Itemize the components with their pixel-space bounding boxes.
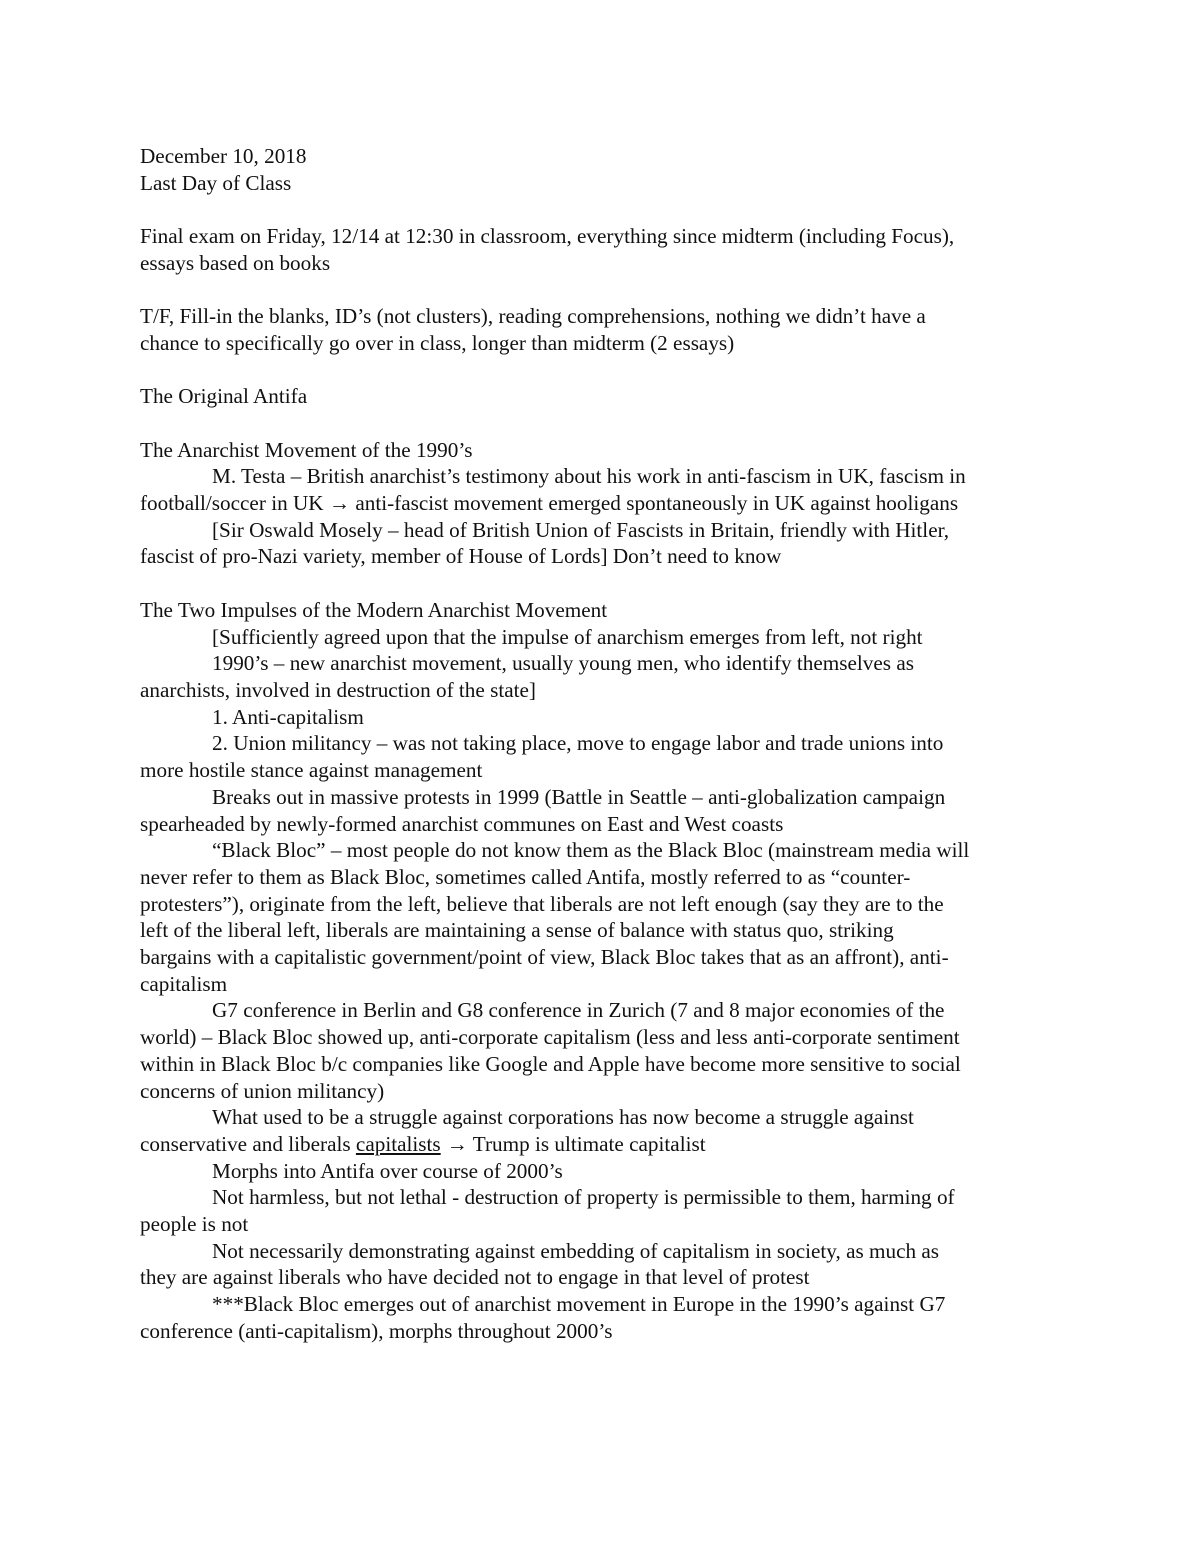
note-line-1: [Sufficiently agreed upon that the impulse of anarchism emerges from left, not right <box>212 624 923 649</box>
arrow-icon: → <box>446 1131 468 1156</box>
struggle-line-2 <box>140 1131 1060 1158</box>
demo-line-1: Not necessarily demonstrating against embedding of capitalism in society, as much as <box>212 1238 940 1263</box>
spacer <box>140 277 1060 304</box>
morphs-line: Morphs into Antifa over course of 2000’s <box>212 1158 563 1183</box>
bloc-line-1: “Black Bloc” – most people do not know them as the Black Bloc (mainstream media will <box>212 838 970 863</box>
note-line-2: 1990’s – new anarchist movement, usually young men, who identify themselves as <box>212 651 915 676</box>
title-line: Last Day of Class <box>140 170 292 195</box>
format-line-1: T/F, Fill-in the blanks, ID’s (not clusters), reading comprehensions, nothing we didn’t have a <box>140 304 926 329</box>
harm-line-2: people is not <box>140 1212 249 1237</box>
section-heading-1990s: The Anarchist Movement of the 1990’s <box>140 437 473 462</box>
spacer <box>140 570 1060 597</box>
date-line: December 10, 2018 <box>140 144 307 168</box>
spacer <box>140 196 1060 223</box>
struggle-line-1: What used to be a struggle against corporations has now become a struggle against <box>212 1105 914 1130</box>
exam-line-1: Final exam on Friday, 12/14 at 12:30 in classroom, everything since midterm (including Focus), <box>140 224 955 249</box>
bloc-line-4: left of the liberal left, liberals are maintaining a sense of balance with status quo, striking <box>140 918 894 943</box>
testa-text-b: anti-fascist movement emerged spontaneously in UK against hooligans <box>350 491 959 516</box>
underlined-word: capitalists <box>355 1131 441 1156</box>
summary-line-2: conference (anti-capitalism), morphs throughout 2000’s <box>140 1318 613 1343</box>
bloc-line-2: never refer to them as Black Bloc, sometimes called Antifa, mostly referred to as “counter- <box>140 864 911 889</box>
seattle-line-1: Breaks out in massive protests in 1999 (Battle in Seattle – anti-globalization campaign <box>212 784 946 809</box>
list-item-2-line-2: more hostile stance against management <box>140 758 483 783</box>
g7-line-2: world) – Black Bloc showed up, anti-corporate capitalism (less and less anti-corporate sentiment <box>140 1025 960 1050</box>
section-heading-impulses: The Two Impulses of the Modern Anarchist Movement <box>140 597 608 622</box>
spacer <box>140 357 1060 384</box>
g7-line-1: G7 conference in Berlin and G8 conference in Zurich (7 and 8 major economies of the <box>212 998 945 1023</box>
note-line-3: anarchists, involved in destruction of the state] <box>140 677 536 702</box>
summary-line-1: ***Black Bloc emerges out of anarchist movement in Europe in the 1990’s against G7 <box>212 1292 946 1317</box>
harm-line-1: Not harmless, but not lethal - destruction of property is permissible to them, harming of <box>212 1185 955 1210</box>
format-line-2: chance to specifically go over in class, longer than midterm (2 essays) <box>140 330 735 355</box>
struggle-text-a: conservative and liberals <box>140 1131 356 1156</box>
spacer <box>140 410 1060 437</box>
demo-line-2: they are against liberals who have decided not to engage in that level of protest <box>140 1265 810 1290</box>
list-item-2-line-1: 2. Union militancy – was not taking place, move to engage labor and trade unions into <box>212 731 944 756</box>
bloc-line-5: bargains with a capitalistic government/point of view, Black Bloc takes that as an affront), anti- <box>140 945 949 970</box>
testa-line-1: M. Testa – British anarchist’s testimony about his work in anti-fascism in UK, fascism in <box>212 464 966 489</box>
arrow-icon: → <box>328 491 351 516</box>
testa-line-2 <box>140 490 1060 517</box>
mosely-line-1: [Sir Oswald Mosely – head of British Union of Fascists in Britain, friendly with Hitler, <box>212 517 950 542</box>
testa-text-a: football/soccer in UK <box>140 491 329 516</box>
mosely-line-2: fascist of pro-Nazi variety, member of House of Lords] Don’t need to know <box>140 544 782 569</box>
bloc-line-6: capitalism <box>140 971 228 996</box>
exam-line-2: essays based on books <box>140 250 331 275</box>
g7-line-4: concerns of union militancy) <box>140 1078 385 1103</box>
list-item-1: 1. Anti-capitalism <box>212 704 364 729</box>
seattle-line-2: spearheaded by newly-formed anarchist communes on East and West coasts <box>140 811 784 836</box>
section-heading-antifa: The Original Antifa <box>140 384 308 409</box>
struggle-text-b: Trump is ultimate capitalist <box>467 1131 706 1156</box>
g7-line-3: within in Black Bloc b/c companies like Google and Apple have become more sensitive to social <box>140 1051 961 1076</box>
bloc-line-3: protesters”), originate from the left, believe that liberals are not left enough (say they are to the <box>140 891 944 916</box>
